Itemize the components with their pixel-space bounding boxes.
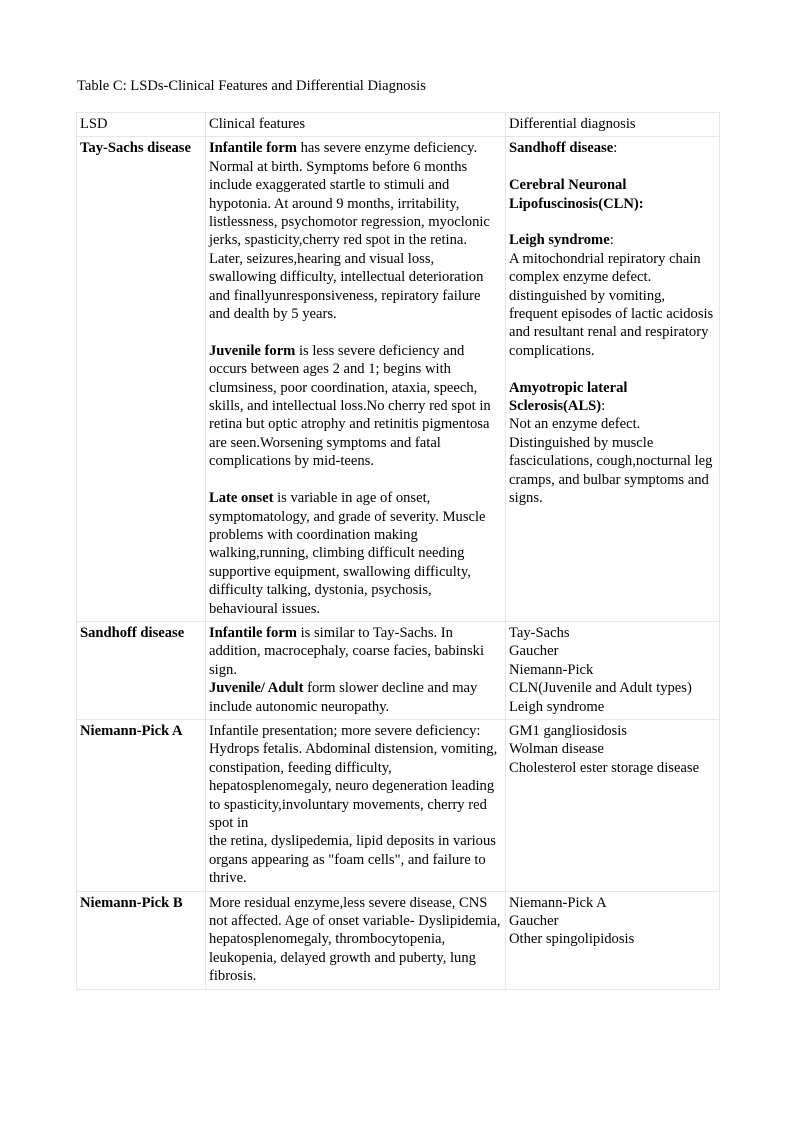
- differential-text: A mitochondrial repiratory chain complex enzyme defect. distinguished by vomiting, frequent episodes of lactic acidosis and resultant renal and respiratory complications.: [509, 250, 714, 359]
- differential-list-item: CLN(Juvenile and Adult types): [509, 680, 692, 697]
- differential-list-item: Wolman disease: [509, 741, 604, 758]
- differential-cell: [506, 891, 720, 989]
- header-row: [77, 113, 720, 137]
- differential-list-item: Niemann-Pick A: [509, 894, 607, 911]
- lsd-table: [76, 112, 720, 990]
- lsd-name: Niemann-Pick A: [77, 719, 206, 891]
- differential-list-item: Gaucher: [509, 913, 559, 930]
- table-row: [77, 137, 720, 622]
- feature-heading: Juvenile form: [209, 342, 296, 359]
- differential-suffix: :: [613, 140, 618, 157]
- differential-item: [509, 379, 716, 416]
- lsd-name: Niemann-Pick B: [77, 891, 206, 989]
- differential-suffix: :: [609, 232, 614, 249]
- lsd-name: Tay-Sachs disease: [77, 137, 206, 622]
- differential-list-item: Niemann-Pick: [509, 661, 594, 678]
- feature-text: form slower decline and may include autonomic neuropathy.: [209, 680, 478, 715]
- clinical-features-cell: [206, 137, 506, 622]
- feature-heading: Late onset: [209, 490, 274, 507]
- feature-heading: Juvenile/ Adult: [209, 680, 304, 697]
- clinical-features-cell: [206, 891, 506, 989]
- differential-cell: [506, 621, 720, 719]
- feature-paragraph: [209, 679, 502, 716]
- differential-item: [509, 176, 716, 213]
- clinical-features-cell: [206, 719, 506, 891]
- differential-item: [509, 139, 716, 157]
- feature-paragraph: [209, 489, 502, 618]
- feature-text: the retina, dyslipedemia, lipid deposits in various organs appearing as "foam cells", and failure to thrive.: [209, 833, 496, 887]
- feature-text: is less severe deficiency and occurs between ages 2 and 1; begins with clumsiness, poor coordination, ataxia, speech, skills, and intellectual loss.No cherry red spot in retina but optic atrophy and retinitis pigmentosa are seen.Worsening symptoms and fatal complications by mid-teens.: [209, 342, 491, 470]
- feature-paragraph: [209, 139, 502, 323]
- differential-text: Not an enzyme defect. Distinguished by muscle fasciculations, cough,nocturnal leg cramps, and bulbar symptoms and signs.: [509, 416, 713, 507]
- feature-heading: Infantile form: [209, 624, 297, 641]
- differential-list-item: Gaucher: [509, 643, 559, 660]
- differential-list-item: Cholesterol ester storage disease: [509, 759, 700, 776]
- differential-item: [509, 231, 716, 249]
- feature-text: is similar to Tay-Sachs. In addition, macrocephaly, coarse facies, babinski sign.: [209, 624, 485, 678]
- differential-title: Sandhoff disease: [509, 140, 614, 157]
- table-caption: Table C: LSDs-Clinical Features and Differential Diagnosis: [77, 78, 426, 94]
- feature-heading: Infantile form: [209, 140, 297, 157]
- differential-list-item: Tay-Sachs: [509, 624, 570, 641]
- feature-paragraph: [209, 342, 502, 471]
- table-row: [77, 621, 720, 719]
- clinical-features-cell: [206, 621, 506, 719]
- feature-paragraph: [209, 624, 502, 679]
- table-row: [77, 891, 720, 989]
- header-differential-diagnosis: Differential diagnosis: [506, 113, 720, 137]
- feature-text: More residual enzyme,less severe disease, CNS not affected. Age of onset variable- Dyslipidemia, hepatosplenomegaly, thrombocytopenia, leukopenia, delayed growth and puberty, lung fibrosis.: [209, 894, 501, 985]
- feature-text: has severe enzyme deficiency. Normal at birth. Symptoms before 6 months include exaggerated startle to stimuli and hypotonia. At around 9 months, irritability, listlessness, psychomotor regression, myoclonic jerks, spasticity,cherry red spot in the retina. Later, seizures,hearing and visual loss, swallowing difficulty, intellectual deterioration and finallyunresponsiveness, repiratory failure and dealth by 5 years.: [209, 140, 490, 323]
- differential-title: Leigh syndrome: [509, 232, 610, 249]
- header-lsd: LSD: [77, 113, 206, 137]
- lsd-name: Sandhoff disease: [77, 621, 206, 719]
- differential-list-item: Other spingolipidosis: [509, 931, 635, 948]
- differential-list-item: Leigh syndrome: [509, 698, 605, 715]
- feature-text: Infantile presentation; more severe deficiency: Hydrops fetalis. Abdominal distension, vomiting, constipation, feeding difficulty, hepatosplenomegaly, neuro degeneration leading to spasticity,involuntary movements, cherry red spot in: [209, 722, 498, 831]
- differential-title: Amyotropic lateral Sclerosis(ALS): [509, 379, 628, 415]
- differential-suffix: :: [601, 398, 606, 415]
- feature-text: is variable in age of onset, symptomatology, and grade of severity. Muscle problems with coordination making walking,running, climbing difficult needing supportive equipment, swallowing difficulty, difficulty talking, dystonia, psychosis, behavioural issues.: [209, 490, 486, 617]
- table-row: [77, 719, 720, 891]
- header-clinical-features: Clinical features: [206, 113, 506, 137]
- differential-cell: [506, 137, 720, 622]
- differential-title: Cerebral Neuronal Lipofuscinosis(CLN):: [509, 177, 644, 212]
- differential-list-item: GM1 gangliosidosis: [509, 722, 627, 739]
- differential-cell: [506, 719, 720, 891]
